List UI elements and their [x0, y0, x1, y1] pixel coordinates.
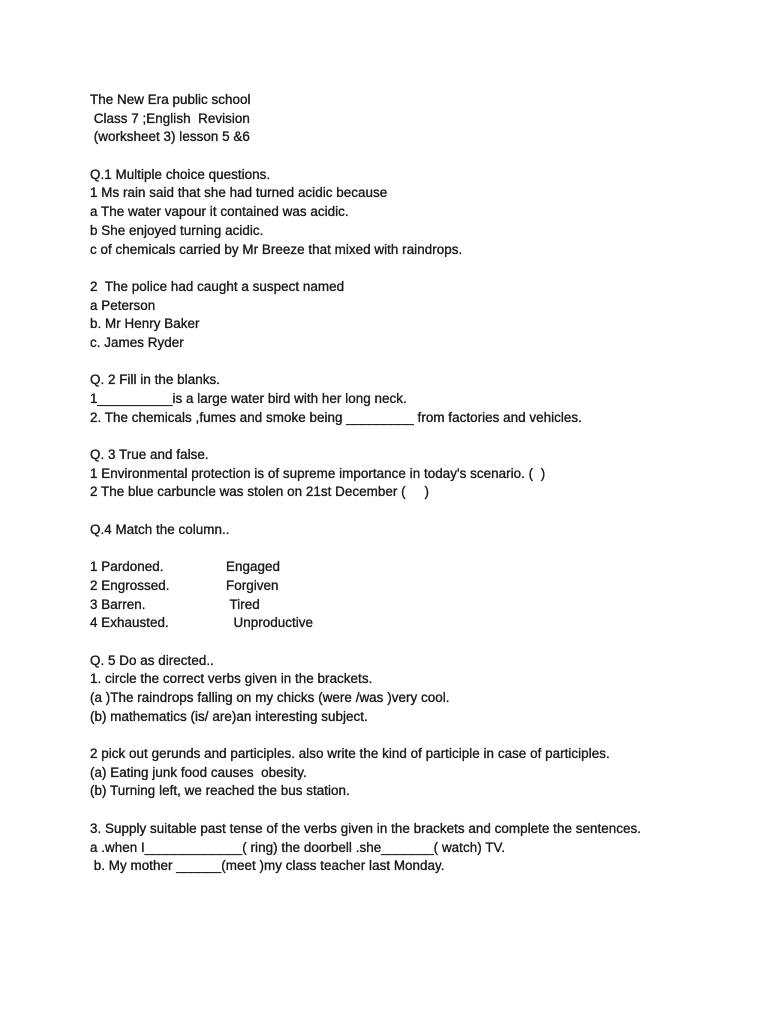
q2-heading: Q. 2 Fill in the blanks. — [90, 372, 220, 388]
q1-item2-option-a: a Peterson — [90, 297, 156, 313]
q5-part1-instruction: 1. circle the correct verbs given in the brackets. — [90, 671, 373, 687]
spacer — [90, 726, 730, 745]
match-right-term: Engaged — [226, 559, 280, 575]
spacer — [90, 147, 730, 166]
q3-item-1: 1 Environmental protection is of supreme importance in today's scenario. ( ) — [90, 465, 546, 481]
match-right-term: Forgiven — [226, 577, 279, 593]
match-row — [90, 558, 730, 577]
q4-heading: Q.4 Match the column.. — [90, 521, 230, 537]
match-row — [90, 596, 730, 615]
q5-part3-instruction: 3. Supply suitable past tense of the verbs given in the brackets and complete the sentences. — [90, 820, 641, 836]
class-subject-line: Class 7 ;English Revision — [90, 110, 250, 126]
match-left-term: 4 Exhausted. — [90, 615, 169, 631]
match-row — [90, 614, 730, 633]
school-name: The New Era public school — [90, 92, 251, 107]
q1-item1-option-a: a The water vapour it contained was acidic. — [90, 204, 349, 220]
q1-item1-option-c: c of chemicals carried by Mr Breeze that mixed with raindrops. — [90, 241, 463, 257]
match-left-term: 3 Barren. — [90, 596, 146, 612]
q3-heading: Q. 3 True and false. — [90, 447, 209, 463]
q1-item1-option-b: b She enjoyed turning acidic. — [90, 222, 264, 238]
q1-item2-stem: 2 The police had caught a suspect named — [90, 278, 345, 294]
match-right-term: Tired — [226, 596, 260, 612]
q5-heading: Q. 5 Do as directed.. — [90, 652, 214, 668]
spacer — [90, 502, 730, 521]
spacer — [90, 801, 730, 820]
spacer — [90, 353, 730, 372]
spacer — [90, 540, 730, 559]
q5-part3-item-b: b. My mother ______(meet )my class teacher last Monday. — [90, 858, 445, 874]
q5-part1-item-a: (a )The raindrops falling on my chicks (were /was )very cool. — [90, 690, 450, 705]
match-right-term: Unproductive — [226, 615, 314, 631]
q5-part2-item-b: (b) Turning left, we reached the bus station. — [90, 783, 350, 799]
q1-item1-stem: 1 Ms rain said that she had turned acidic because — [90, 185, 388, 201]
q5-part2-item-a: (a) Eating junk food causes obesity. — [90, 764, 307, 780]
spacer — [90, 427, 730, 446]
match-row — [90, 577, 730, 596]
q5-part1-item-b: (b) mathematics (is/ are)an interesting subject. — [90, 708, 368, 724]
spacer — [90, 633, 730, 652]
q5-part2-instruction: 2 pick out gerunds and participles. also write the kind of participle in case of participles. — [90, 746, 610, 762]
q1-item2-option-c: c. James Ryder — [90, 334, 184, 350]
q1-heading: Q.1 Multiple choice questions. — [90, 166, 271, 182]
match-left-term: 1 Pardoned. — [90, 559, 164, 575]
q2-item-2: 2. The chemicals ,fumes and smoke being _________ from factories and vehicles. — [90, 409, 582, 425]
match-left-term: 2 Engrossed. — [90, 577, 170, 593]
q1-item2-option-b: b. Mr Henry Baker — [90, 316, 200, 332]
q2-item-1: 1__________is a large water bird with her long neck. — [90, 391, 407, 406]
worksheet-content — [90, 91, 730, 876]
spacer — [90, 259, 730, 278]
q5-part3-item-a: a .when I_____________( ring) the doorbell .she_______( watch) TV. — [90, 839, 505, 855]
q3-item-2: 2 The blue carbuncle was stolen on 21st December ( ) — [90, 484, 429, 500]
worksheet-line: (worksheet 3) lesson 5 &6 — [90, 129, 250, 145]
